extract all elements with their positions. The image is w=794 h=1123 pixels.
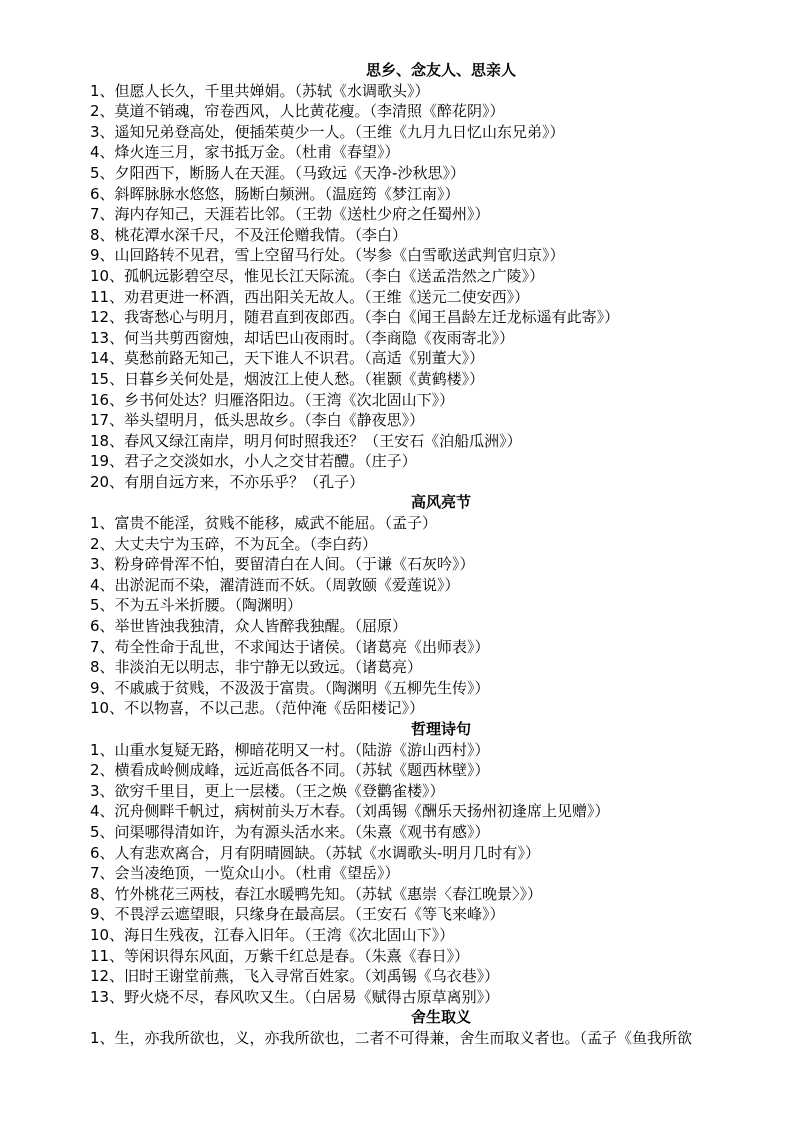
quote-line: 6、人有悲欢离合，月有阴晴圆缺。（苏轼《水调歌头-明月几时有》） <box>90 843 540 862</box>
section-title: 舍生取义 <box>410 1008 471 1027</box>
quote-line: 19、君子之交淡如水，小人之交甘若醴。（庄子） <box>90 452 417 471</box>
quote-line: 12、我寄愁心与明月，随君直到夜郎西。（李白《闻王昌龄左迁龙标遥有此寄》） <box>90 308 620 327</box>
quote-line: 12、旧时王谢堂前燕，飞入寻常百姓家。（刘禹锡《乌衣巷》） <box>90 967 500 986</box>
document-content <box>90 60 790 1049</box>
quote-line: 7、海内存知己，天涯若比邻。（王勃《送杜少府之任蜀州》） <box>90 205 490 224</box>
section-title: 高风亮节 <box>410 493 471 512</box>
quote-line: 8、桃花潭水深千尺，不及汪伦赠我情。（李白） <box>90 225 408 244</box>
quote-line: 9、不畏浮云遮望眼，只缘身在最高层。（王安石《等飞来峰》） <box>90 905 505 924</box>
quote-line: 3、粉身碎骨浑不怕，要留清白在人间。（于谦《石灰吟》） <box>90 555 475 574</box>
quote-line: 6、斜晖脉脉水悠悠，肠断白频洲。（温庭筠《梦江南》） <box>90 184 460 203</box>
quote-line: 16、乡书何处达？归雁洛阳边。（王湾《次北固山下》） <box>90 390 455 409</box>
quote-line: 1、山重水复疑无路，柳暗花明又一村。（陆游《游山西村》） <box>90 740 490 759</box>
quote-line: 11、劝君更进一杯酒，西出阳关无故人。（王维《送元二使安西》） <box>90 287 530 306</box>
quote-line: 1、但愿人长久，千里共婵娟。（苏轼《水调歌头》） <box>90 81 430 100</box>
quote-line: 7、会当凌绝顶，一览众山小。（杜甫《望岳》） <box>90 864 400 883</box>
quote-line: 13、何当共剪西窗烛，却话巴山夜雨时。（李商隐《夜雨寄北》） <box>90 328 515 347</box>
quote-line: 4、烽火连三月，家书抵万金。（杜甫《春望》） <box>90 143 400 162</box>
quote-line: 18、春风又绿江南岸，明月何时照我还？（王安石《泊船瓜洲》） <box>90 431 522 450</box>
quote-line: 6、举世皆浊我独清，众人皆醉我独醒。（屈原） <box>90 617 408 636</box>
quote-line: 15、日暮乡关何处是，烟波江上使人愁。（崔颢《黄鹤楼》） <box>90 369 485 388</box>
quote-line: 13、野火烧不尽，春风吹又生。（白居易《赋得古原草离别》） <box>90 987 500 1006</box>
quote-line: 11、等闲识得东风面，万紫千红总是春。（朱熹《春日》） <box>90 946 470 965</box>
quote-line: 3、遥知兄弟登高处，便插茱萸少一人。（王维《九月九日忆山东兄弟》） <box>90 122 565 141</box>
quote-line: 9、山回路转不见君，雪上空留马行处。（岑参《白雪歌送武判官归京》） <box>90 246 565 265</box>
quote-line: 7、苟全性命于乱世，不求闻达于诸侯。（诸葛亮《出师表》） <box>90 637 490 656</box>
quote-line: 1、生，亦我所欲也，义，亦我所欲也，二者不可得兼，舍生而取义者也。（孟子《鱼我所欲 <box>90 1028 693 1047</box>
quote-line: 5、夕阳西下，断肠人在天涯。（马致远《天净-沙秋思》） <box>90 163 465 182</box>
quote-line: 8、非淡泊无以明志，非宁静无以致远。（诸葛亮） <box>90 658 423 677</box>
quote-line: 4、沉舟侧畔千帆过，病树前头万木春。（刘禹锡《酬乐天扬州初逢席上见赠》） <box>90 802 610 821</box>
quote-line: 5、不为五斗米折腰。（陶渊明） <box>90 596 303 615</box>
quote-line: 3、欲穷千里目，更上一层楼。（王之焕《登鹳雀楼》） <box>90 781 445 800</box>
quote-line: 2、大丈夫宁为玉碎，不为瓦全。（李白药） <box>90 534 378 553</box>
quote-line: 4、出淤泥而不染，濯清涟而不妖。（周敦颐《爱莲说》） <box>90 575 460 594</box>
quote-line: 10、孤帆远影碧空尽，惟见长江天际流。（李白《送孟浩然之广陵》） <box>90 266 545 285</box>
quote-line: 17、举头望明月，低头思故乡。（李白《静夜思》） <box>90 411 425 430</box>
quote-line: 20、有朋自远方来，不亦乐乎？（孔子） <box>90 472 365 491</box>
quote-line: 10、不以物喜，不以己悲。（范仲淹《岳阳楼记》） <box>90 699 425 718</box>
section-title: 思乡、念友人、思亲人 <box>365 61 516 79</box>
section-title: 哲理诗句 <box>410 720 471 738</box>
quote-line: 14、莫愁前路无知己，天下谁人不识君。（高适《别董大》） <box>90 349 485 368</box>
quote-line: 5、问渠哪得清如许，为有源头活水来。（朱熹《观书有感》） <box>90 822 490 841</box>
quote-line: 10、海日生残夜，江春入旧年。（王湾《次北固山下》） <box>90 925 455 944</box>
quote-line: 8、竹外桃花三两枝，春江水暖鸭先知。（苏轼《惠崇〈春江晚景〉》） <box>90 884 543 903</box>
quote-line: 2、莫道不销魂，帘卷西风，人比黄花瘦。（李清照《醉花阴》） <box>90 102 505 121</box>
quote-line: 2、横看成岭侧成峰，远近高低各不同。（苏轼《题西林壁》） <box>90 761 490 780</box>
quote-line: 1、富贵不能淫，贫贱不能移，威武不能屈。（孟子） <box>90 514 438 533</box>
quote-line: 9、不戚戚于贫贱，不汲汲于富贵。（陶渊明《五柳先生传》） <box>90 678 490 697</box>
